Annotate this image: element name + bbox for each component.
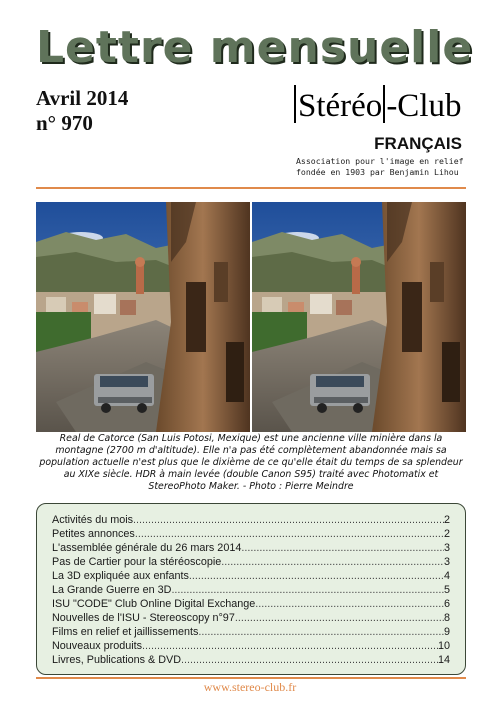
toc-item-label: L'assemblée générale du 26 mars 2014 bbox=[52, 542, 242, 554]
toc-leader bbox=[133, 513, 444, 527]
club-subtitle: FRANÇAIS bbox=[374, 134, 462, 153]
toc-leader bbox=[255, 597, 444, 611]
toc-item[interactable] bbox=[52, 611, 450, 625]
toc-item-page: 3 bbox=[443, 556, 450, 568]
toc-leader bbox=[142, 639, 438, 653]
toc-item-page: 3 bbox=[443, 542, 450, 554]
toc-leader bbox=[235, 611, 444, 625]
toc-item-page: 6 bbox=[443, 598, 450, 610]
toc-item[interactable] bbox=[52, 541, 450, 555]
toc-item-label: Nouveaux produits bbox=[52, 640, 143, 652]
table-of-contents bbox=[36, 503, 466, 675]
toc-item[interactable] bbox=[52, 597, 450, 611]
logo-bar-right bbox=[383, 85, 385, 123]
toc-leader bbox=[198, 625, 444, 639]
association-line-1: Association pour l'image en relief bbox=[296, 156, 464, 166]
toc-item-page: 8 bbox=[443, 612, 450, 624]
issue-info bbox=[36, 86, 128, 136]
club-name-part2: -Club bbox=[386, 88, 462, 124]
toc-item-page: 2 bbox=[443, 514, 450, 526]
toc-item[interactable] bbox=[52, 653, 450, 667]
toc-item-label: ISU "CODE" Club Online Digital Exchange bbox=[52, 598, 256, 610]
club-name-part1: Stéréo bbox=[298, 88, 383, 124]
association-line-2: fondée en 1903 par Benjamin Lihou bbox=[296, 167, 459, 177]
toc-item[interactable] bbox=[52, 583, 450, 597]
top-divider bbox=[36, 187, 466, 189]
toc-item[interactable] bbox=[52, 639, 450, 653]
toc-item[interactable] bbox=[52, 625, 450, 639]
stereo-photo-right bbox=[252, 202, 466, 432]
issue-number: n° 970 bbox=[36, 111, 93, 135]
toc-item[interactable] bbox=[52, 527, 450, 541]
toc-leader bbox=[171, 583, 444, 597]
toc-leader bbox=[241, 541, 444, 555]
toc-item[interactable] bbox=[52, 555, 450, 569]
toc-item-label: Nouvelles de l'ISU - Stereoscopy n°97 bbox=[52, 612, 235, 624]
toc-item-page: 9 bbox=[443, 626, 450, 638]
toc-item-label: Petites annonces bbox=[52, 528, 135, 540]
toc-leader bbox=[181, 653, 438, 667]
toc-item[interactable] bbox=[52, 569, 450, 583]
toc-item-page: 2 bbox=[443, 528, 450, 540]
club-logo bbox=[296, 85, 461, 133]
toc-item-page: 10 bbox=[437, 640, 450, 652]
bottom-divider bbox=[36, 677, 466, 679]
toc-item-label: La Grande Guerre en 3D bbox=[52, 584, 172, 596]
photo-caption: Real de Catorce (San Luis Potosi, Mexique) est une ancienne ville minière dans la montagne (2700 m d'altitude). Elle n'a pas été complètement abandonnée mais sa population actuelle n'est plus que le dixième de ce qu'elle était du temps de sa splendeur au XIXe siècle. HDR à main levée (double Canon S95) traité avec Photomatix et StereoPhoto Maker. - Photo : Pierre Meindre bbox=[39, 433, 463, 492]
toc-item-label: Films en relief et jaillissements bbox=[52, 626, 199, 638]
issue-month: Avril 2014 bbox=[36, 86, 129, 110]
toc-item-label: Activités du mois bbox=[52, 514, 134, 526]
newsletter-title: Lettre mensuelle bbox=[36, 22, 474, 73]
toc-item-page: 4 bbox=[443, 570, 450, 582]
stereo-photo-left bbox=[36, 202, 250, 432]
toc-item-label: La 3D expliquée aux enfants bbox=[52, 570, 189, 582]
website-link[interactable]: www.stereo-club.fr bbox=[203, 680, 297, 694]
club-name bbox=[296, 85, 461, 126]
toc-leader bbox=[189, 569, 444, 583]
toc-item-page: 14 bbox=[437, 654, 450, 666]
toc-item-label: Pas de Cartier pour la stéréoscopie bbox=[52, 556, 222, 568]
toc-item[interactable] bbox=[52, 513, 450, 527]
toc-leader bbox=[135, 527, 444, 541]
logo-bar-left bbox=[294, 85, 296, 123]
stereo-photo-pair bbox=[36, 202, 466, 432]
association-tagline bbox=[296, 156, 466, 178]
toc-item-label: Livres, Publications & DVD bbox=[52, 654, 182, 666]
toc-item-page: 5 bbox=[443, 584, 450, 596]
toc-leader bbox=[221, 555, 444, 569]
